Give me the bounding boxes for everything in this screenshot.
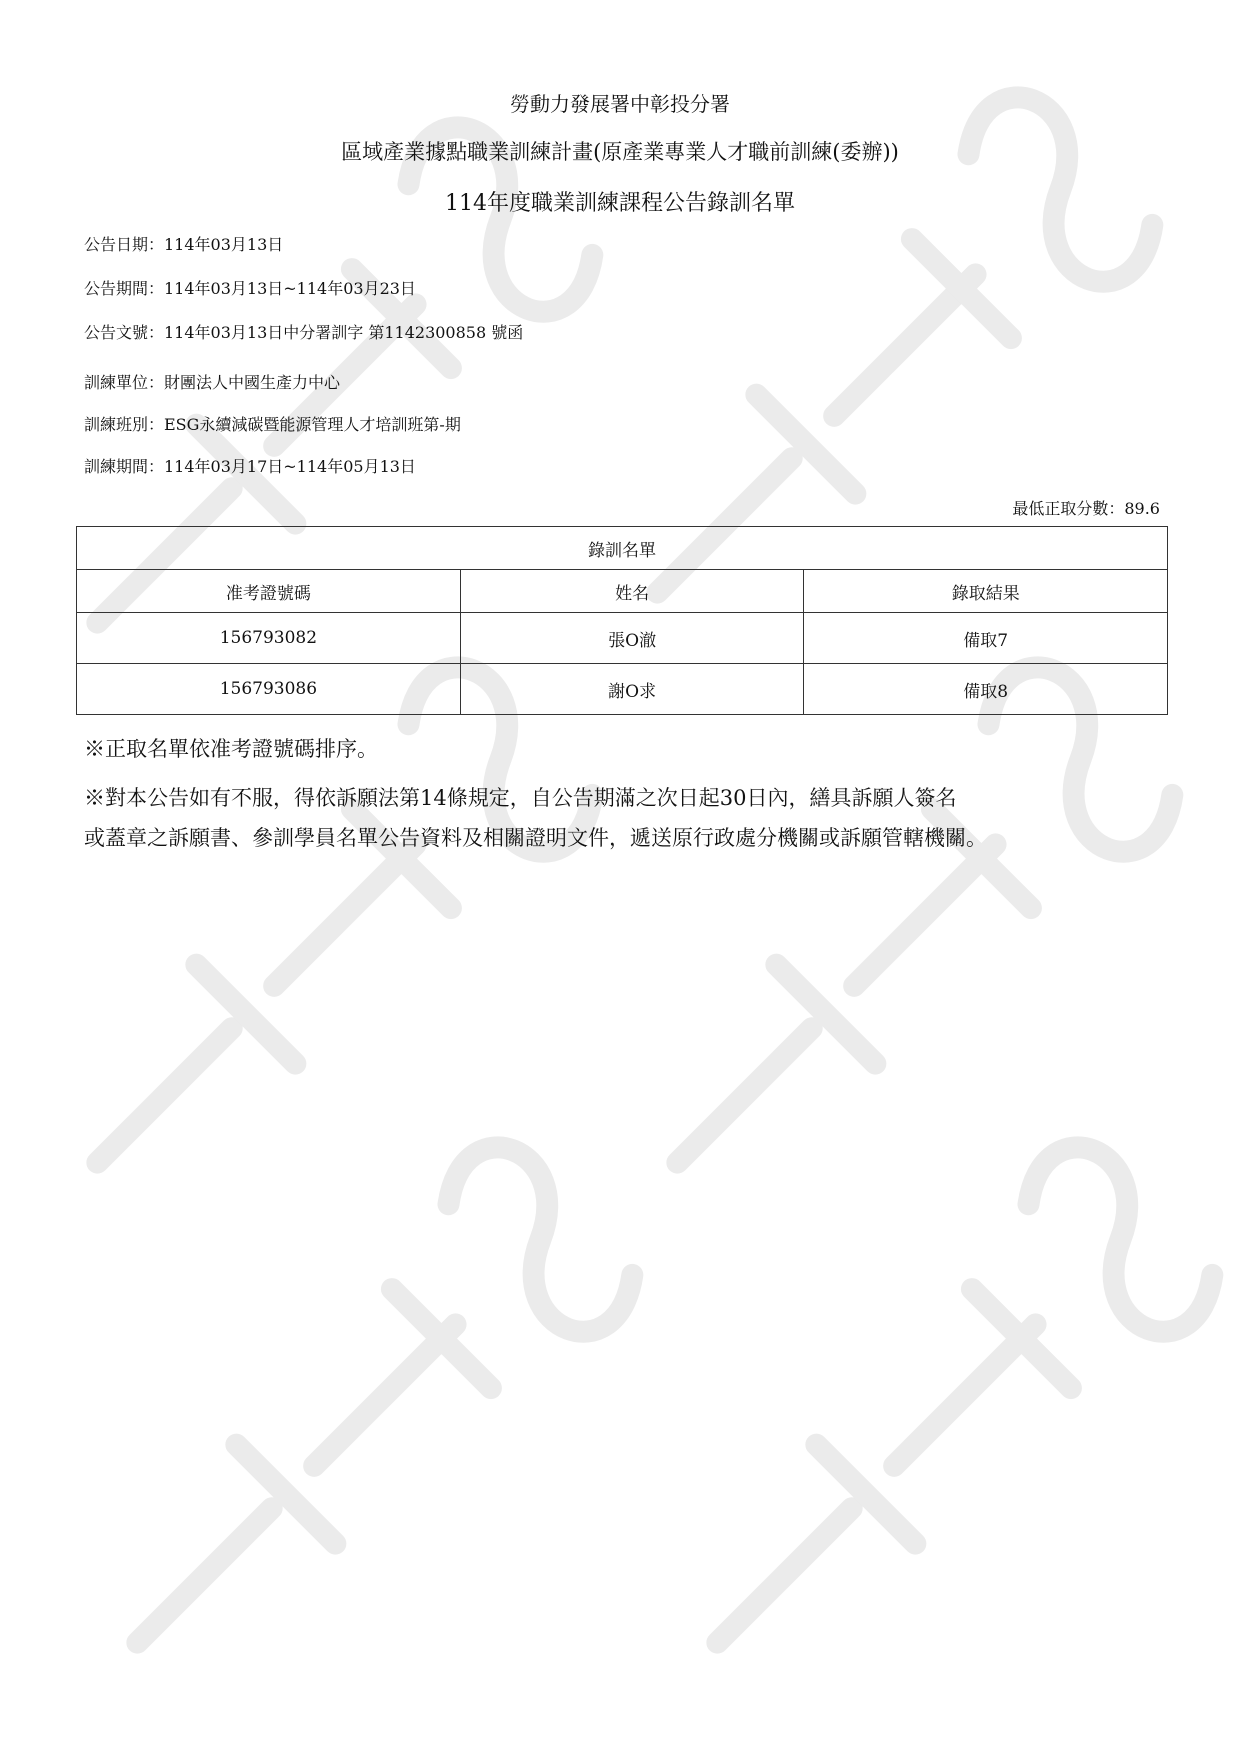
announce-date: 公告日期：114年03月13日 [84,235,284,254]
exam-number-cell: 156793082 [77,613,461,664]
appeal-note-line-1: ※對本公告如有不服，得依訴願法第14條規定，自公告期滿之次日起30日內，繕具訴願人簽名 [84,786,957,810]
agency-title: 勞動力發展署中彰投分署 [510,92,730,116]
name-cell: 張O澈 [460,613,804,664]
appeal-note-line-2: 或蓋章之訴願書、參訓學員名單公告資料及相關證明文件，遞送原行政處分機關或訴願管轄機關。 [84,826,987,850]
training-period: 訓練期間：114年03月17日~114年05月13日 [84,457,416,476]
admission-table [76,526,1168,715]
list-title: 114年度職業訓練課程公告錄訓名單 [445,191,795,216]
table-caption: 錄訓名單 [77,527,1168,570]
exam-number-cell: 156793086 [77,664,461,715]
table-row [77,664,1168,715]
name-cell: 謝O求 [460,664,804,715]
sort-note: ※正取名單依准考證號碼排序。 [84,737,378,761]
column-header-result: 錄取結果 [804,570,1168,613]
table-row [77,613,1168,664]
result-cell: 備取8 [804,664,1168,715]
minimum-score: 最低正取分數：89.6 [1012,499,1160,518]
document-number: 公告文號：114年03月13日中分署訓字 第1142300858 號函 [84,323,524,342]
result-cell: 備取7 [804,613,1168,664]
column-header-exam-number: 准考證號碼 [77,570,461,613]
program-title: 區域產業據點職業訓練計畫(原產業專業人才職前訓練(委辦)) [341,140,899,164]
class-name: 訓練班別：ESG永續減碳暨能源管理人才培訓班第-期 [84,415,461,434]
column-header-name: 姓名 [460,570,804,613]
training-unit: 訓練單位：財團法人中國生產力中心 [84,373,341,392]
announce-period: 公告期間：114年03月13日~114年03月23日 [84,279,416,298]
